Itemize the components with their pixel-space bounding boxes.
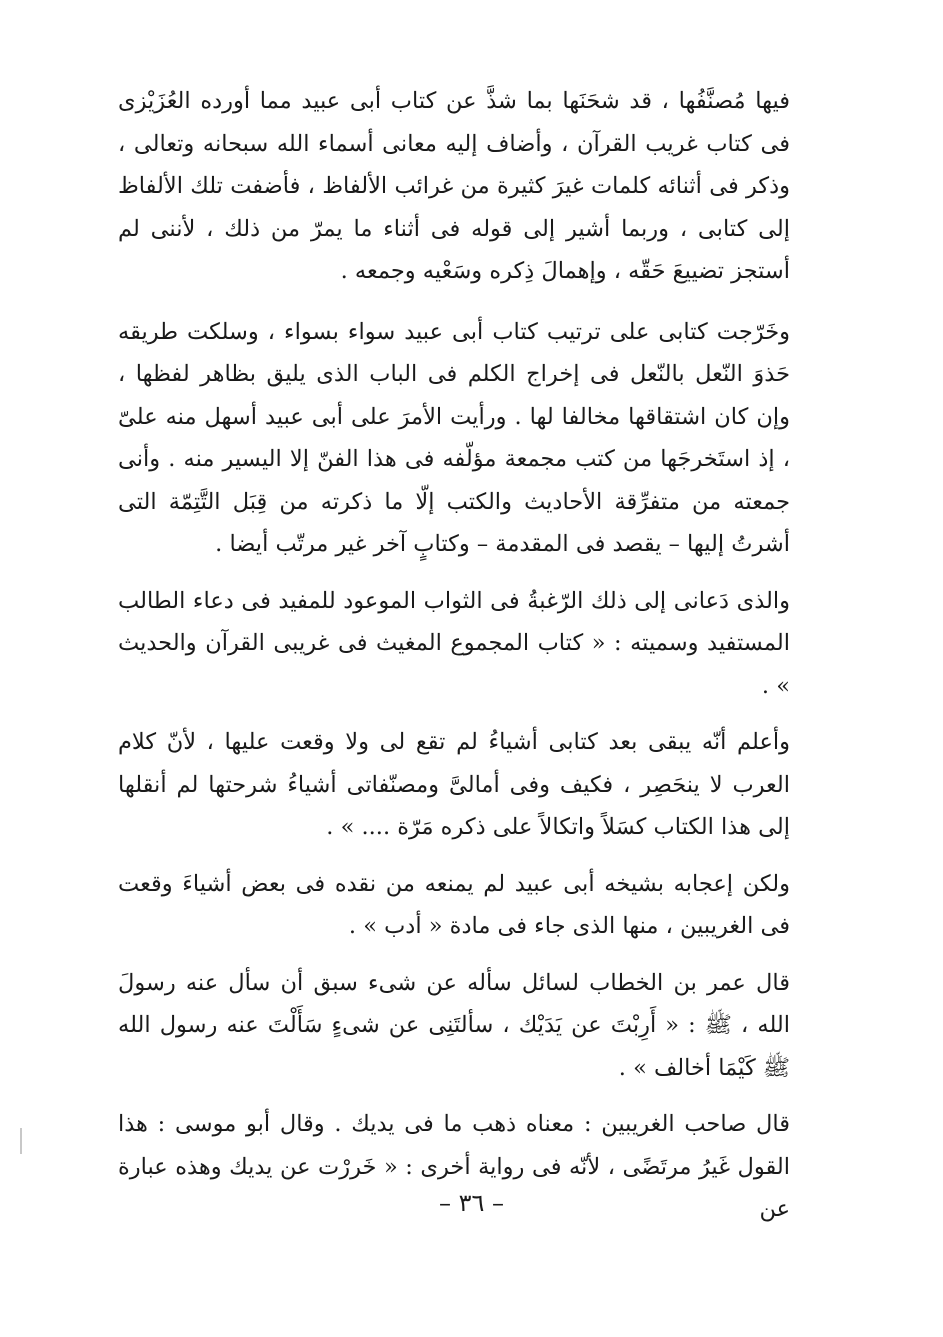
paragraph-7: قال صاحب الغريبين : معناه ذهب ما فى يديك . وقال أبو موسى : هذا القول غَيرُ مرتَضًى ، لأنّه فى رواية أخرى : « خَررْت عن يديك وهذه عبارة عن [118, 1111, 790, 1222]
page-number: – ٣٦ – [438, 1189, 505, 1217]
paragraph-1: فيها مُصنَّفُها ، قد شحَنَها بما شذَّ عن كتاب أبى عبيد مما أورده العُزَيْزى فى كتاب غريب القرآن ، وأضاف إليه معانى أسماء الله سبحانه وتعالى ، وذكر فى أثنائه كلمات غيرَ كثيرة من غرائب الألفاظ ، فأضفت تلك الألفاظ إلى كتابى ، وربما أشير إلى قوله فى أثناء ما يمرّ من ذلك ، لأننى لم أستجز تضييعَ حَقّه ، وإهمالَ ذِكره وسَعْيه وجمعه . [118, 88, 790, 284]
body-text [118, 80, 790, 1245]
paragraph-3: والذى دَعانى إلى ذلك الرّغبةُ فى الثواب الموعود للمفيد فى دعاء الطالب المستفيد وسميته : « كتاب المجموع المغيث فى غريبى القرآن والحديث » . [118, 587, 790, 699]
paragraph-2: وخَرّجت كتابى على ترتيب كتاب أبى عبيد سواء بسواء ، وسلكت طريقه حَذوَ النّعل بالنّعل فى إخراج الكلم فى الباب الذى يليق بظاهر لفظها ، وإن كان اشتقاقها مخالفا لها . ورأيت الأمرَ على أبى عبيد أسهل منه علىّ ، إذ استَخرجَها من كتب مجمعة مؤلّفه فى هذا الفنّ إلا اليسير منه . وأنى جمعته من متفرِّقة الأحاديث والكتب إلّا ما ذكرته من قِبَل التَّتِمّة التى أشرتُ إليها – يقصد فى المقدمة – وكتابٍ آخر غير مرتّب أيضا . [118, 318, 790, 557]
paragraph-5: ولكن إعجابه بشيخه أبى عبيد لم يمنعه من نقده فى بعض أشياءَ وقعت فى الغريبين ، منها الذى جاء فى مادة « أدب » . [118, 870, 790, 939]
paragraph-4: وأعلم أنّه يبقى بعد كتابى أشياءُ لم تقع لى ولا وقعت عليها ، لأنّ كلام العرب لا ينحَصِر ، فكيف وفى أمالىَّ ومصنّفاتى أشياءُ شرحتها لم أنقلها إلى هذا الكتاب كسَلاً واتكالاً على ذكره مَرّة .... » . [118, 729, 790, 840]
paragraph-6: قال عمر بن الخطاب لسائل سأله عن شىء سبق أن سأل عنه رسولَ الله ، ﷺ : « أَرِبْتَ عن يَدَيْك ، سألتَنِى عن شىءٍ سَأَلْتَ عنه رسول الله ﷺ كَيْمَا أخالف » . [118, 969, 790, 1081]
margin-mark [20, 1128, 22, 1154]
